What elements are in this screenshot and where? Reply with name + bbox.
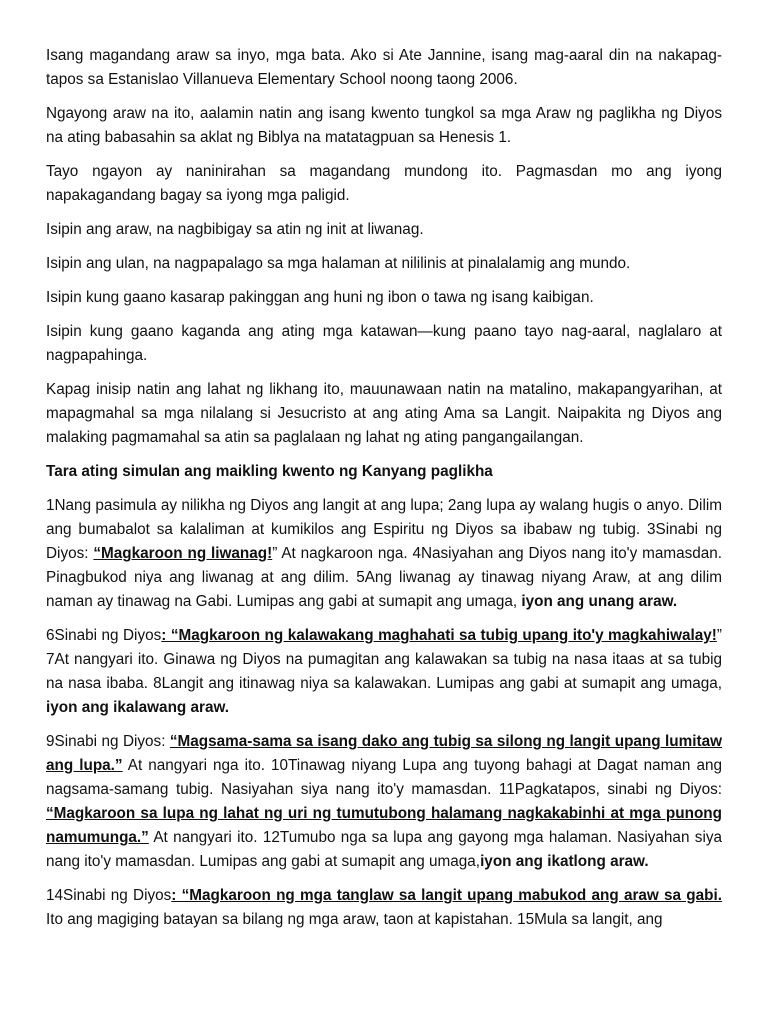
day2-end: iyon ang ikalawang araw. [46,699,230,716]
section-heading: Tara ating simulan ang maikling kwento ng Kanyang paglikha [46,463,493,480]
intro-paragraph: Isipin kung gaano kasarap pakinggan ang huni ng ibon o tawa ng isang kaibigan. [46,289,594,306]
day3-text: 9Sinabi ng Diyos: [46,733,170,750]
day2-text: 6Sinabi ng Diyos [46,627,162,644]
day3-quote-1: “Magsama-sama sa isang dako ang tubig sa silong ng langit upang lumitaw ang lupa.” [46,733,722,774]
day3-end: iyon ang ikatlong araw. [480,853,649,870]
day3-text-3: At nangyari ito. 12Tumubo nga sa lupa ang gayong mga halaman. Nasiyahan siya nang ito'y mamasdan. Lumipas ang gabi at sumapit ang umaga, [46,829,722,870]
day2-text-2: ” 7At nangyari ito. Ginawa ng Diyos na pumagitan ang kalawakan sa tubig na nasa itaas at sa tubig na nasa ibaba. 8Langit ang itinawag niya sa kalawakan. Lumipas ang gabi at sumapit ang umaga, [46,627,722,692]
day2-quote: : “Magkaroon ng kalawakang maghahati sa tubig upang ito'y magkahiwalay! [161,627,717,644]
intro-paragraph: Isipin ang ulan, na nagpapalago sa mga halaman at nililinis at pinalalamig ang mundo. [46,255,631,272]
day1-paragraph [46,494,722,614]
day3-text-2: At nangyari nga ito. 10Tinawag niyang Lupa ang tuyong bahagi at Dagat naman ang nagsama-samang tubig. Nasiyahan siya nang ito'y mamasdan. 11Pagkatapos, sinabi ng Diyos: [46,757,723,798]
intro-paragraph: Tayo ngayon ay naninirahan sa magandang mundong ito. Pagmasdan mo ang iyong napakagandang bagay sa iyong mga paligid. [46,163,722,204]
day2-paragraph [46,624,722,720]
intro-paragraph: Isipin ang araw, na nagbibigay sa atin ng init at liwanag. [46,221,424,238]
day4-paragraph [46,884,722,932]
day4-text: 14Sinabi ng Diyos [46,887,172,904]
day3-quote-2: “Magkaroon sa lupa ng lahat ng uri ng tumutubong halamang nagkakabinhi at mga punong namumunga.” [46,805,722,846]
intro-paragraph: Isang magandang araw sa inyo, mga bata. Ako si Ate Jannine, isang mag-aaral din na nakapag-tapos sa Estanislao Villanueva Elementary School noong taong 2006. [46,47,722,88]
intro-paragraph: Isipin kung gaano kaganda ang ating mga katawan—kung paano tayo nag-aaral, naglalaro at nagpapahinga. [46,323,722,364]
day1-text-2: ” At nagkaroon nga. 4Nasiyahan ang Diyos nang ito'y mamasdan. Pinagbukod niya ang liwanag at ang dilim. 5Ang liwanag ay tinawag niyang Araw, at ang dilim naman ay tinawag na Gabi. Lumipas ang gabi at sumapit ang umaga, [46,545,723,610]
day4-quote: : “Magkaroon ng mga tanglaw sa langit upang mabukod ang araw sa gabi. [171,887,722,904]
intro-paragraph: Ngayong araw na ito, aalamin natin ang isang kwento tungkol sa mga Araw ng paglikha ng Diyos na ating babasahin sa aklat ng Biblya na matatagpuan sa Henesis 1. [46,105,722,146]
intro-paragraph: Kapag inisip natin ang lahat ng likhang ito, mauunawaan natin na matalino, makapangyarihan, at mapagmahal sa mga nilalang si Jesucristo at ang ating Ama sa Langit. Naipakita ng Diyos ang malaking pagmamahal sa atin sa paglalaan ng lahat ng ating pangangailangan. [46,381,722,446]
day4-text-2: Ito ang magiging batayan sa bilang ng mga araw, taon at kapistahan. 15Mula sa langit, ang [46,911,663,928]
day1-quote: “Magkaroon ng liwanag! [93,545,273,562]
day1-end: iyon ang unang araw. [521,593,678,610]
day1-text: 1Nang pasimula ay nilikha ng Diyos ang langit at ang lupa; 2ang lupa ay walang hugis o anyo. Dilim ang bumabalot sa kalaliman at kumikilos ang Espiritu ng Diyos sa ibabaw ng tubig. 3Sinabi ng Diyos: [46,497,722,562]
day3-paragraph [46,730,722,874]
